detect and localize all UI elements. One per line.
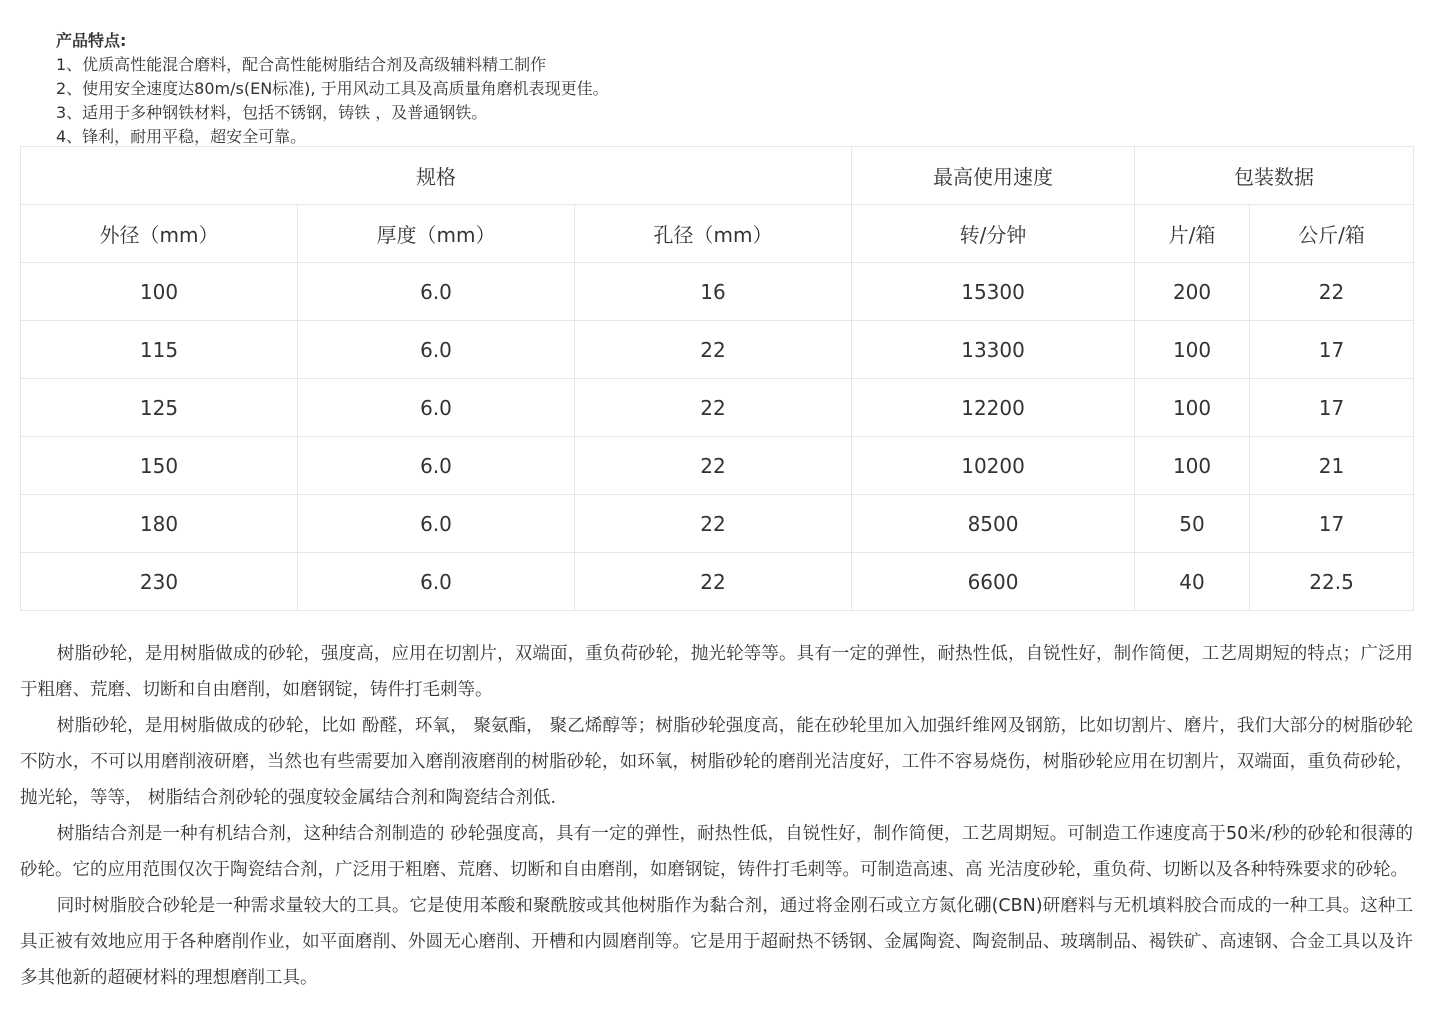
table-cell: 200 xyxy=(1135,263,1250,321)
table-cell: 22 xyxy=(1250,263,1414,321)
table-cell: 125 xyxy=(21,379,298,437)
paragraph: 同时树脂胶合砂轮是一种需求量较大的工具。它是使用苯酸和聚酰胺或其他树脂作为黏合剂，通过将金刚石或立方氮化硼(CBN)研磨料与无机填料胶合而成的一种工具。这种工具正被有效地应用于各种磨削作业，如平面磨削、外圆无心磨削、开槽和内圆磨削等。它是用于超耐热不锈钢、金属陶瓷、陶瓷制品、玻璃制品、褐铁矿、高速钢、合金工具以及许多其他新的超硬材料的理想磨削工具。 xyxy=(20,896,1413,988)
table-row xyxy=(21,553,1414,611)
paragraph: 树脂结合剂是一种有机结合剂，这种结合剂制造的 砂轮强度高，具有一定的弹性，耐热性低，自锐性好，制作简便，工艺周期短。可制造工作速度高于50米/秒的砂轮和很薄的砂轮。它的应用范围仅次于陶瓷结合剂，广泛用于粗磨、荒磨、切断和自由磨削，如磨钢锭，铸件打毛刺等。可制造高速、高 光洁度砂轮，重负荷、切断以及各种特殊要求的砂轮。 xyxy=(20,824,1413,880)
table-cell: 21 xyxy=(1250,437,1414,495)
feature-item: 2、使用安全速度达80m/s(EN标准), 于用风动工具及高质量角磨机表现更佳。 xyxy=(56,79,609,98)
column-header-pieces-per-box: 片/箱 xyxy=(1135,205,1250,263)
table-cell: 100 xyxy=(1135,437,1250,495)
table-cell: 6.0 xyxy=(298,379,575,437)
table-cell: 230 xyxy=(21,553,298,611)
table-cell: 115 xyxy=(21,321,298,379)
table-cell: 22 xyxy=(575,553,852,611)
table-cell: 6.0 xyxy=(298,553,575,611)
paragraph: 树脂砂轮，是用树脂做成的砂轮，强度高，应用在切割片，双端面，重负荷砂轮，抛光轮等等。具有一定的弹性，耐热性低，自锐性好，制作简便，工艺周期短的特点；广泛用于粗磨、荒磨、切断和自由磨削，如磨钢锭，铸件打毛刺等。 xyxy=(20,644,1413,700)
table-cell: 100 xyxy=(1135,379,1250,437)
table-cell: 17 xyxy=(1250,379,1414,437)
feature-item: 1、优质高性能混合磨料，配合高性能树脂结合剂及高级辅料精工制作 xyxy=(56,55,547,74)
paragraph: 树脂砂轮，是用树脂做成的砂轮，比如 酚醛，环氧， 聚氨酯， 聚乙烯醇等；树脂砂轮强度高，能在砂轮里加入加强纤维网及钢筋，比如切割片、磨片，我们大部分的树脂砂轮不防水，不可以用磨削液研磨，当然也有些需要加入磨削液磨削的树脂砂轮，如环氧，树脂砂轮的磨削光洁度好，工件不容易烧伤，树脂砂轮应用在切割片，双端面，重负荷砂轮，抛光轮，等等， 树脂结合剂砂轮的强度较金属结合剂和陶瓷结合剂低. xyxy=(20,716,1413,808)
table-cell: 17 xyxy=(1250,321,1414,379)
table-cell: 13300 xyxy=(852,321,1135,379)
table-cell: 6.0 xyxy=(298,437,575,495)
product-features xyxy=(56,29,609,149)
column-header-bore: 孔径（mm） xyxy=(575,205,852,263)
table-row xyxy=(21,263,1414,321)
column-header-rpm: 转/分钟 xyxy=(852,205,1135,263)
feature-item: 4、锋利，耐用平稳，超安全可靠。 xyxy=(56,127,307,146)
table-cell: 16 xyxy=(575,263,852,321)
table-cell: 50 xyxy=(1135,495,1250,553)
feature-item: 3、适用于多种钢铁材料，包括不锈钢，铸铁 ，及普通钢铁。 xyxy=(56,103,488,122)
table-cell: 8500 xyxy=(852,495,1135,553)
table-cell: 22.5 xyxy=(1250,553,1414,611)
table-cell: 100 xyxy=(1135,321,1250,379)
table-cell: 100 xyxy=(21,263,298,321)
table-group-header-row xyxy=(21,147,1414,205)
table-row xyxy=(21,495,1414,553)
table-row xyxy=(21,379,1414,437)
table-row xyxy=(21,321,1414,379)
header-packaging: 包装数据 xyxy=(1135,147,1414,205)
table-cell: 6.0 xyxy=(298,263,575,321)
column-header-kg-per-box: 公斤/箱 xyxy=(1250,205,1414,263)
table-cell: 6.0 xyxy=(298,321,575,379)
column-header-thickness: 厚度（mm） xyxy=(298,205,575,263)
table-column-header-row xyxy=(21,205,1414,263)
table-cell: 22 xyxy=(575,321,852,379)
description xyxy=(20,636,1413,996)
table-cell: 22 xyxy=(575,379,852,437)
table-cell: 6.0 xyxy=(298,495,575,553)
table-cell: 17 xyxy=(1250,495,1414,553)
spec-table xyxy=(20,146,1414,611)
table-cell: 22 xyxy=(575,495,852,553)
table-cell: 12200 xyxy=(852,379,1135,437)
column-header-outer-diameter: 外径（mm） xyxy=(21,205,298,263)
features-title: 产品特点: xyxy=(56,31,127,50)
header-spec: 规格 xyxy=(21,147,852,205)
table-cell: 150 xyxy=(21,437,298,495)
header-max-speed: 最高使用速度 xyxy=(852,147,1135,205)
table-cell: 6600 xyxy=(852,553,1135,611)
table-cell: 15300 xyxy=(852,263,1135,321)
table-cell: 40 xyxy=(1135,553,1250,611)
table-cell: 180 xyxy=(21,495,298,553)
table-cell: 22 xyxy=(575,437,852,495)
table-row xyxy=(21,437,1414,495)
table-cell: 10200 xyxy=(852,437,1135,495)
